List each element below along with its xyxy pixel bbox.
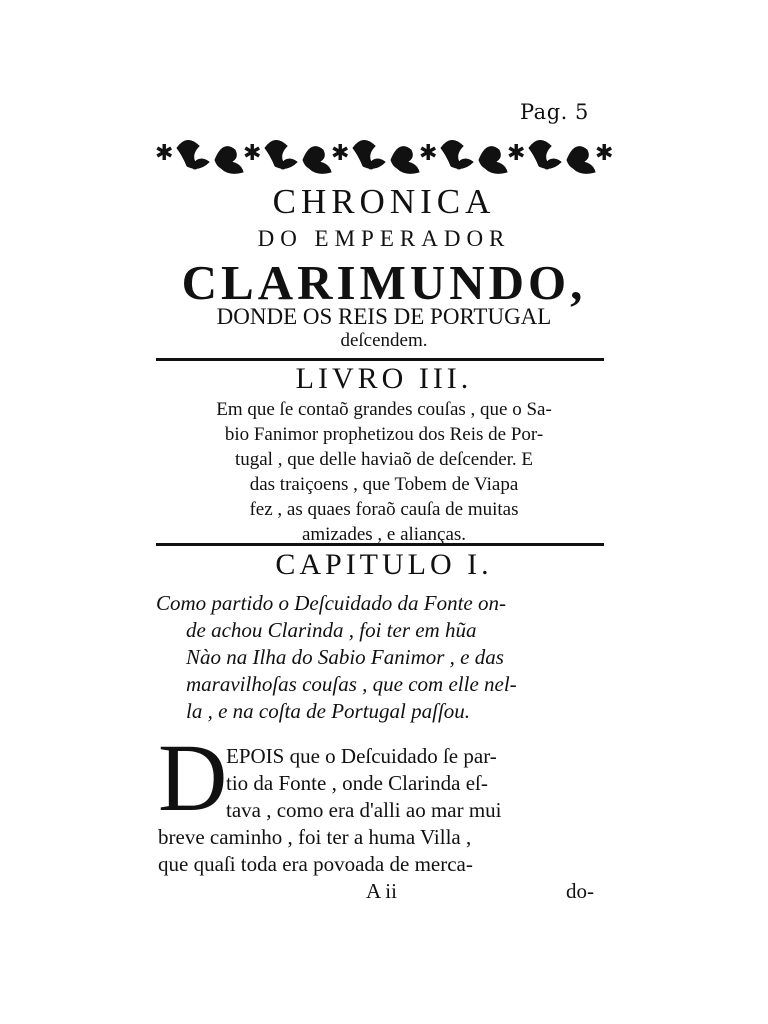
svg-text:✱: ✱ bbox=[419, 141, 438, 166]
body-text bbox=[158, 743, 612, 878]
svg-text:✱: ✱ bbox=[331, 141, 350, 166]
title-chronica: CHRONICA bbox=[272, 182, 496, 221]
svg-text:✱: ✱ bbox=[507, 141, 526, 166]
body-line: tava , como era d'alli ao mar mui bbox=[226, 798, 502, 822]
catchword: do- bbox=[566, 879, 594, 903]
chapter-heading: CAPITULO I. bbox=[275, 548, 493, 581]
divider-rule bbox=[156, 543, 604, 546]
body-line: EPOIS que o Deſcuidado ſe par- bbox=[226, 744, 497, 768]
summary-line: Em que ſe contaõ grandes couſas , que o Sa- bbox=[216, 399, 552, 420]
title-descendem: deſcendem. bbox=[340, 330, 428, 351]
ornament-unit bbox=[243, 140, 331, 173]
summary-line: fez , as quaes foraõ cauſa de muitas bbox=[249, 499, 519, 520]
title-clarimundo: CLARIMUNDO, bbox=[181, 255, 587, 310]
drop-cap: D bbox=[158, 724, 228, 831]
summary-line: bio Fanimor prophetizou dos Reis de Por- bbox=[224, 424, 544, 445]
chapter-argument bbox=[156, 590, 616, 725]
divider-rule bbox=[156, 358, 604, 361]
summary-line: das traiçoens , que Tobem de Viapa bbox=[249, 474, 519, 495]
summary-line: tugal , que delle haviaõ de deſcender. E bbox=[234, 449, 534, 470]
signature-mark: A ii bbox=[366, 879, 397, 903]
body-line: breve caminho , foi ter a huma Villa , bbox=[158, 825, 472, 849]
ornament-unit bbox=[331, 140, 419, 173]
title-donde-os-reis: DONDE OS REIS DE PORTUGAL bbox=[216, 304, 552, 329]
book-heading: LIVRO III. bbox=[295, 362, 473, 395]
body-line: tio da Fonte , onde Clarinda eſ- bbox=[226, 771, 488, 795]
ornament-unit bbox=[507, 140, 613, 173]
book-summary bbox=[0, 397, 768, 547]
argument-line: la , e na coſta de Portugal paſſou. bbox=[186, 699, 471, 723]
argument-line: maravilhoſas couſas , que com elle nel- bbox=[186, 672, 517, 696]
ornament-unit bbox=[155, 140, 243, 173]
svg-text:✱: ✱ bbox=[595, 141, 614, 166]
summary-line: amizades , e alianças. bbox=[301, 524, 467, 545]
argument-line: de achou Clarinda , foi ter em hũa bbox=[186, 618, 477, 642]
fleuron-border-icon bbox=[150, 130, 615, 176]
svg-text:✱: ✱ bbox=[155, 141, 174, 166]
page-number: Pag. 5 bbox=[520, 100, 589, 124]
argument-line: Nào na Ilha do Sabio Fanimor , e das bbox=[186, 645, 504, 669]
ornament-unit bbox=[419, 140, 507, 173]
argument-line: Como partido o Deſcuidado da Fonte on- bbox=[156, 591, 506, 615]
title-do-emperador: DO EMPERADOR bbox=[257, 226, 511, 251]
body-line: que quaſi toda era povoada de merca- bbox=[158, 852, 473, 876]
svg-text:✱: ✱ bbox=[243, 141, 262, 166]
